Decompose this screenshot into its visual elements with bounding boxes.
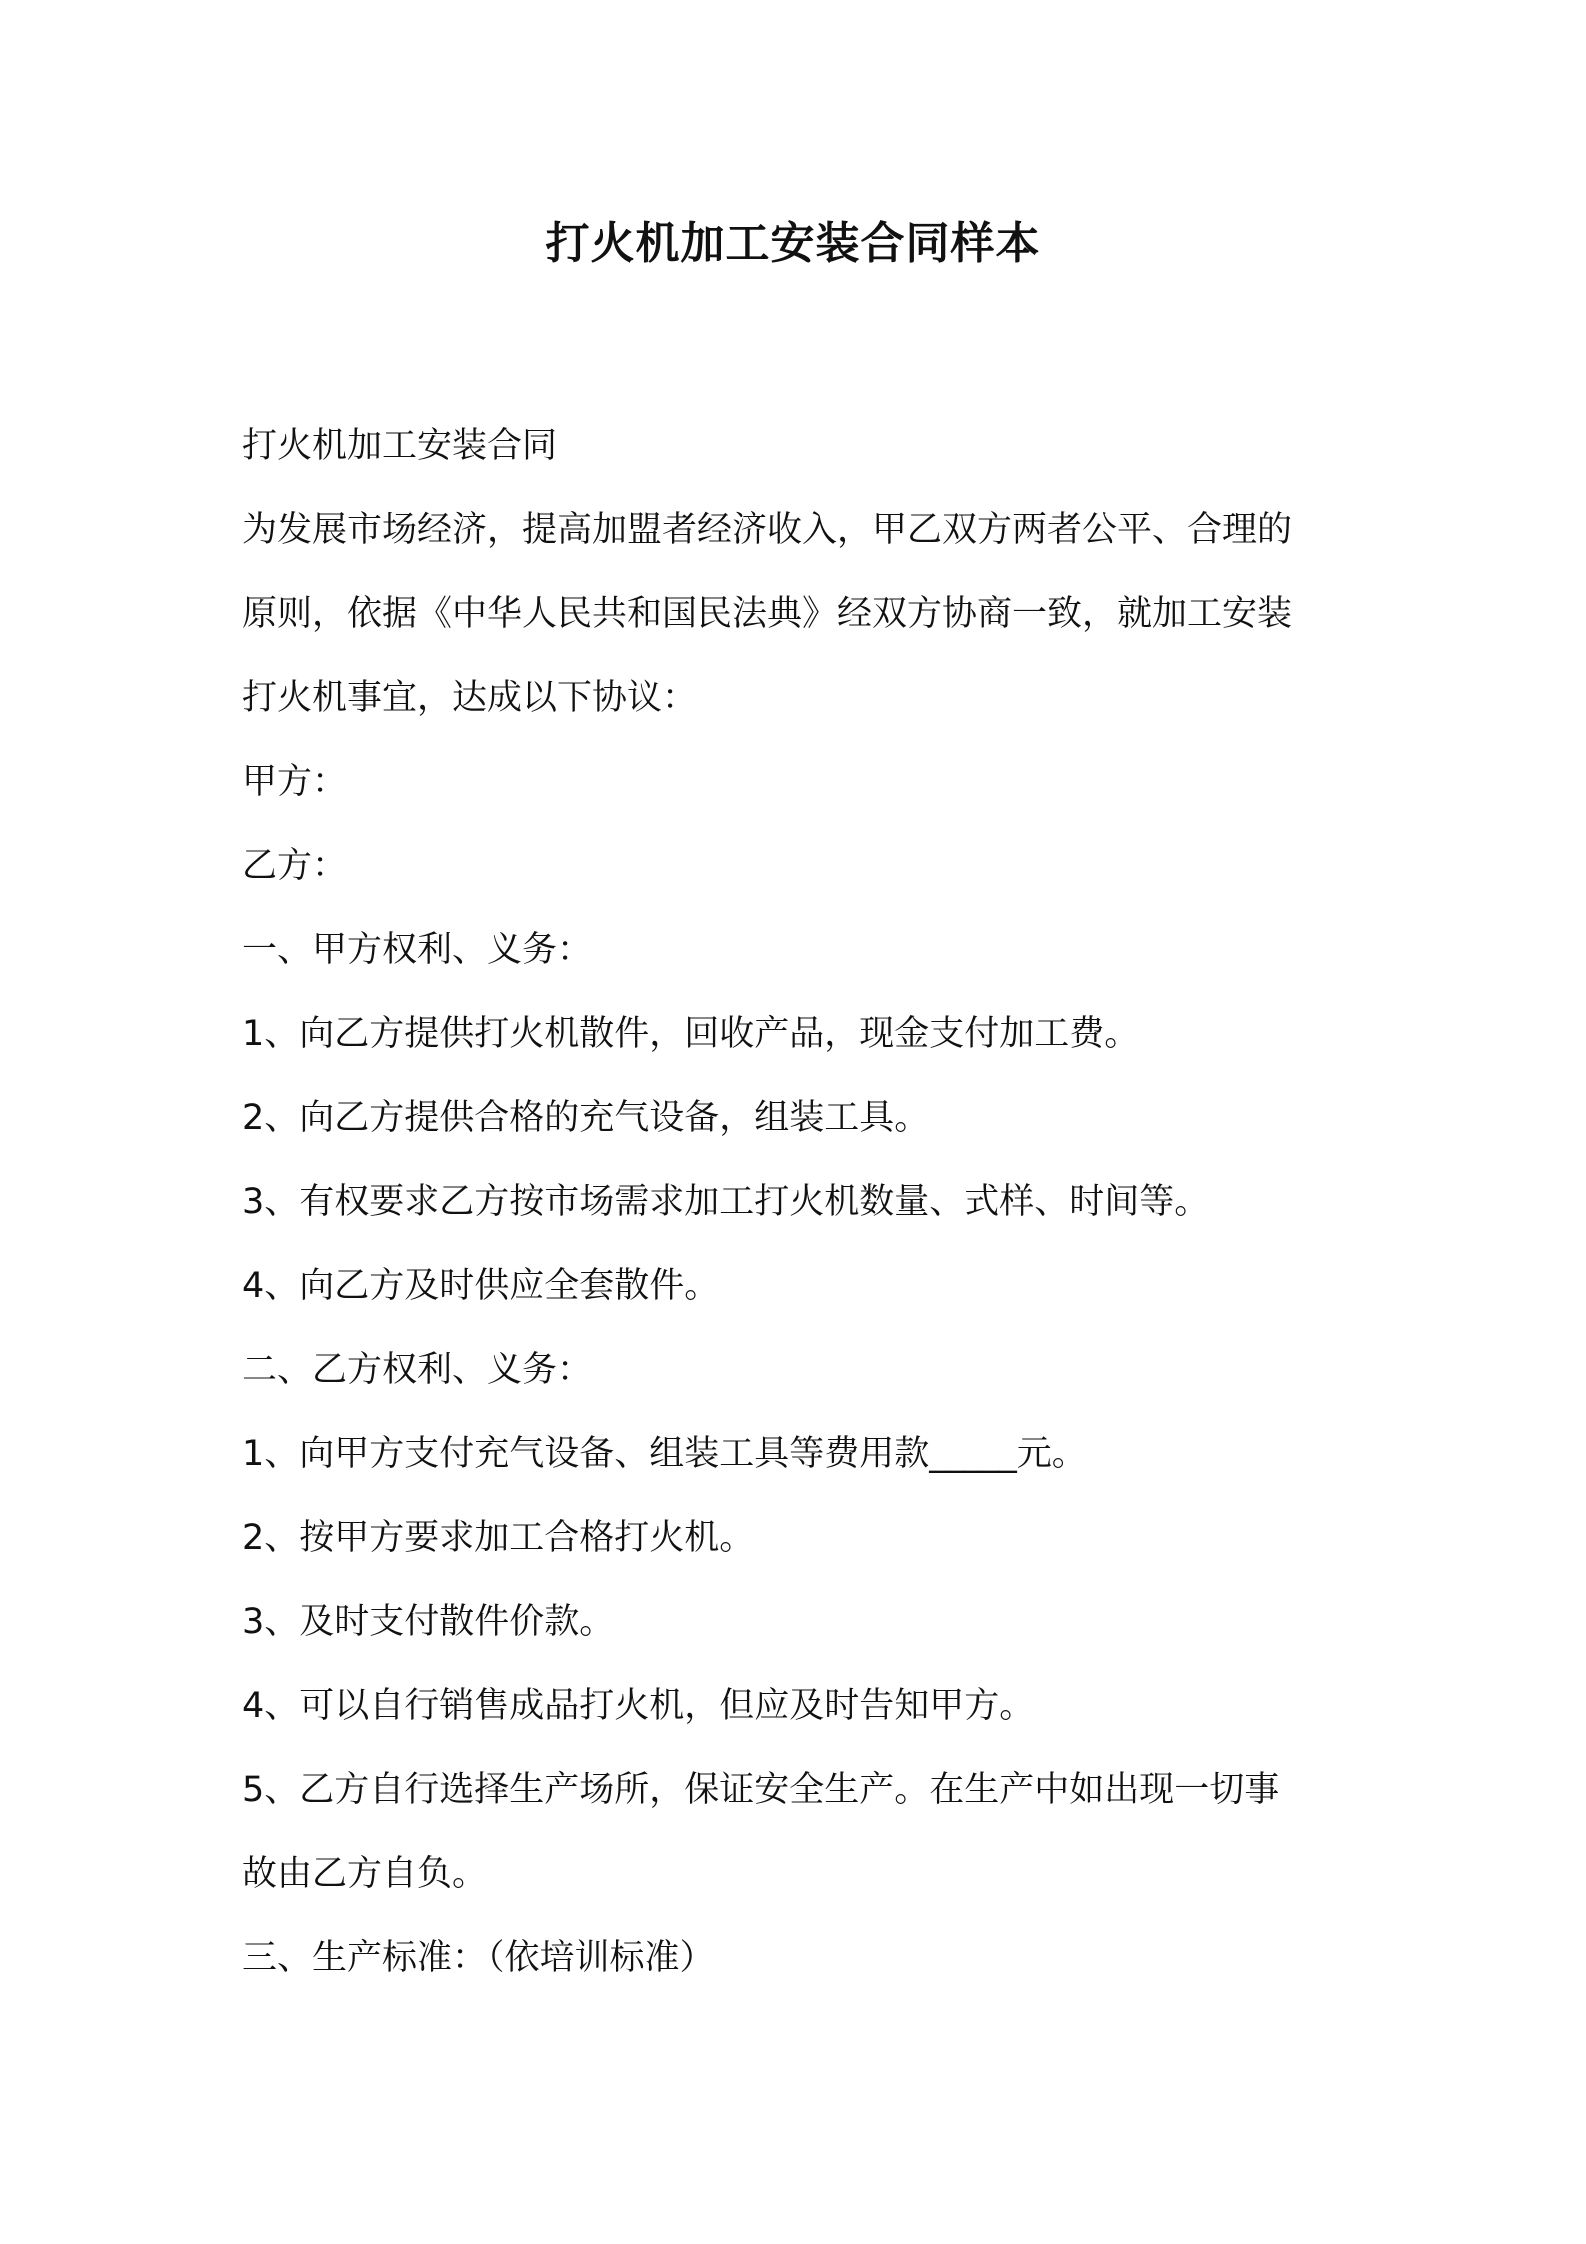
document-title: 打火机加工安装合同样本 — [545, 218, 1041, 269]
party-a-line: 甲方： — [242, 762, 348, 802]
clause-line: 4、可以自行销售成品打火机，但应及时告知甲方。 — [242, 1686, 1035, 1726]
section-heading: 一、甲方权利、义务： — [242, 930, 593, 970]
subtitle-line: 打火机加工安装合同 — [242, 426, 558, 466]
clause-line: 2、向乙方提供合格的充气设备，组装工具。 — [242, 1098, 930, 1138]
section-heading: 二、乙方权利、义务： — [242, 1350, 593, 1390]
section-heading: 三、生产标准：（依培训标准） — [242, 1938, 715, 1978]
paragraph-line: 原则，依据《中华人民共和国民法典》经双方协商一致，就加工安装 — [242, 594, 1293, 634]
clause-line: 3、及时支付散件价款。 — [242, 1602, 615, 1642]
clause-line: 1、向甲方支付充气设备、组装工具等费用款_____元。 — [242, 1434, 1087, 1474]
clause-line: 3、有权要求乙方按市场需求加工打火机数量、式样、时间等。 — [242, 1182, 1210, 1222]
paragraph-line: 打火机事宜，达成以下协议： — [242, 678, 698, 718]
clause-line: 故由乙方自负。 — [242, 1854, 488, 1894]
clause-line: 4、向乙方及时供应全套散件。 — [242, 1266, 720, 1306]
party-b-line: 乙方： — [242, 846, 348, 886]
clause-line: 2、按甲方要求加工合格打火机。 — [242, 1518, 755, 1558]
paragraph-line: 为发展市场经济，提高加盟者经济收入，甲乙双方两者公平、合理的 — [242, 510, 1293, 550]
clause-line: 5、乙方自行选择生产场所，保证安全生产。在生产中如出现一切事 — [242, 1770, 1280, 1810]
clause-line: 1、向乙方提供打火机散件，回收产品，现金支付加工费。 — [242, 1014, 1140, 1054]
document-body — [242, 404, 1372, 2000]
